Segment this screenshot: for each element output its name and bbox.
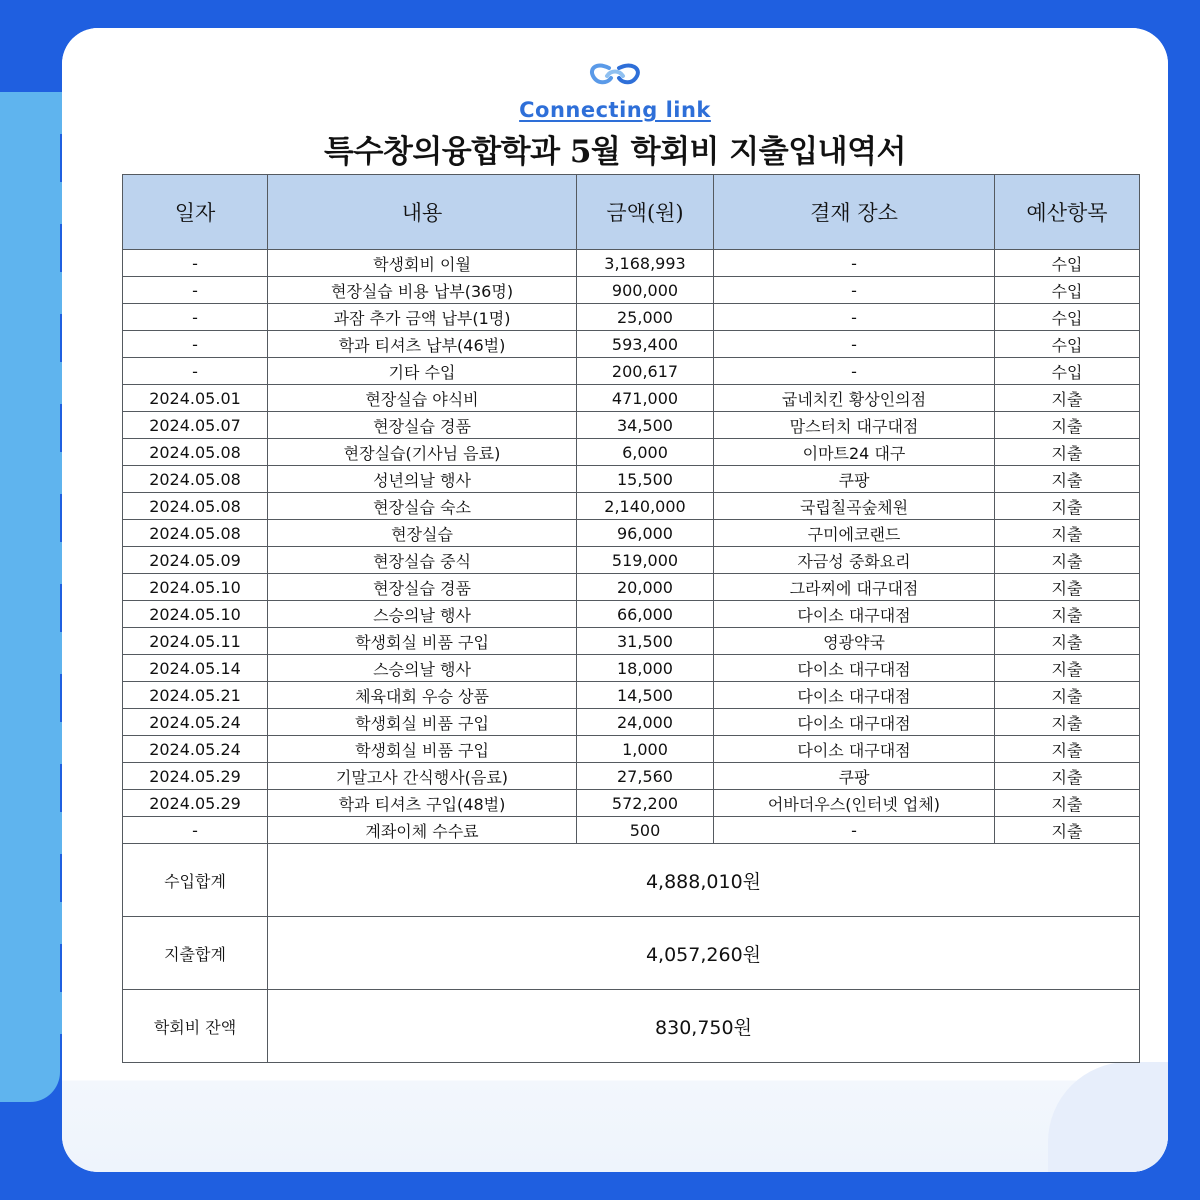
cell-category: 지출	[995, 736, 1140, 763]
table-row	[123, 547, 1140, 574]
cell-amount: 34,500	[577, 412, 714, 439]
table-row	[123, 790, 1140, 817]
table-row	[123, 385, 1140, 412]
cell-place: 쿠팡	[714, 466, 995, 493]
cell-place: 구미에코랜드	[714, 520, 995, 547]
cell-amount: 18,000	[577, 655, 714, 682]
cell-amount: 593,400	[577, 331, 714, 358]
cell-category: 지출	[995, 439, 1140, 466]
cell-date: -	[123, 331, 268, 358]
cell-category: 지출	[995, 790, 1140, 817]
table-row	[123, 574, 1140, 601]
cell-category: 지출	[995, 601, 1140, 628]
cell-category: 지출	[995, 466, 1140, 493]
cell-date: -	[123, 358, 268, 385]
cell-category: 지출	[995, 385, 1140, 412]
table-row	[123, 466, 1140, 493]
brand-logo	[62, 56, 1168, 122]
cell-amount: 15,500	[577, 466, 714, 493]
cell-description: 기말고사 간식행사(음료)	[268, 763, 577, 790]
brand-name: Connecting link	[519, 98, 711, 122]
cell-amount: 572,200	[577, 790, 714, 817]
cell-category: 지출	[995, 709, 1140, 736]
summary-label: 수입합계	[123, 844, 268, 917]
column-header-category: 예산항목	[995, 175, 1140, 250]
cell-description: 체육대회 우승 상품	[268, 682, 577, 709]
cell-category: 수입	[995, 304, 1140, 331]
column-header-desc: 내용	[268, 175, 577, 250]
cell-amount: 6,000	[577, 439, 714, 466]
cell-category: 지출	[995, 682, 1140, 709]
cell-description: 현장실습 비용 납부(36명)	[268, 277, 577, 304]
table-row	[123, 682, 1140, 709]
cell-description: 과잠 추가 금액 납부(1명)	[268, 304, 577, 331]
table-row	[123, 412, 1140, 439]
cell-category: 수입	[995, 358, 1140, 385]
cell-date: -	[123, 304, 268, 331]
table-row	[123, 736, 1140, 763]
cell-category: 지출	[995, 574, 1140, 601]
binder-strip	[0, 92, 60, 1102]
cell-place: -	[714, 304, 995, 331]
cell-amount: 200,617	[577, 358, 714, 385]
cell-date: -	[123, 277, 268, 304]
cell-description: 계좌이체 수수료	[268, 817, 577, 844]
corner-fold-decoration	[1048, 1062, 1168, 1172]
cell-place: 국립칠곡숲체원	[714, 493, 995, 520]
table-row	[123, 601, 1140, 628]
cell-place: 자금성 중화요리	[714, 547, 995, 574]
cell-place: 이마트24 대구	[714, 439, 995, 466]
summary-row	[123, 990, 1140, 1063]
cell-amount: 471,000	[577, 385, 714, 412]
table-head	[123, 175, 1140, 250]
cell-place: 다이소 대구대점	[714, 655, 995, 682]
document-card-inner	[62, 28, 1168, 1172]
ledger-table-wrap	[122, 174, 1134, 1063]
cell-amount: 96,000	[577, 520, 714, 547]
cell-date: 2024.05.10	[123, 574, 268, 601]
table-row	[123, 250, 1140, 277]
cell-amount: 2,140,000	[577, 493, 714, 520]
table-row	[123, 655, 1140, 682]
summary-label: 지출합계	[123, 917, 268, 990]
cell-description: 현장실습 중식	[268, 547, 577, 574]
cell-date: 2024.05.08	[123, 466, 268, 493]
cell-date: 2024.05.11	[123, 628, 268, 655]
summary-row	[123, 844, 1140, 917]
cell-description: 현장실습 숙소	[268, 493, 577, 520]
table-row	[123, 277, 1140, 304]
cell-description: 학생회실 비품 구입	[268, 709, 577, 736]
cell-date: 2024.05.09	[123, 547, 268, 574]
cell-category: 수입	[995, 331, 1140, 358]
document-card	[62, 28, 1168, 1172]
cell-place: 그라찌에 대구대점	[714, 574, 995, 601]
cell-amount: 24,000	[577, 709, 714, 736]
cell-category: 지출	[995, 412, 1140, 439]
cell-date: 2024.05.01	[123, 385, 268, 412]
cell-amount: 25,000	[577, 304, 714, 331]
cell-category: 지출	[995, 547, 1140, 574]
cell-place: 다이소 대구대점	[714, 736, 995, 763]
cell-description: 스승의날 행사	[268, 655, 577, 682]
cell-date: 2024.05.07	[123, 412, 268, 439]
cell-date: 2024.05.29	[123, 790, 268, 817]
cell-place: -	[714, 817, 995, 844]
summary-value: 4,888,010원	[268, 844, 1140, 917]
cell-description: 현장실습	[268, 520, 577, 547]
cell-category: 지출	[995, 817, 1140, 844]
table-row	[123, 520, 1140, 547]
cell-place: 굽네치킨 황상인의점	[714, 385, 995, 412]
cell-place: 다이소 대구대점	[714, 601, 995, 628]
column-header-place: 결재 장소	[714, 175, 995, 250]
cell-category: 지출	[995, 655, 1140, 682]
cell-category: 지출	[995, 520, 1140, 547]
column-header-date: 일자	[123, 175, 268, 250]
summary-row	[123, 917, 1140, 990]
cell-place: 다이소 대구대점	[714, 682, 995, 709]
cell-description: 현장실습 경품	[268, 574, 577, 601]
ledger-table	[122, 174, 1140, 1063]
cell-category: 지출	[995, 763, 1140, 790]
cell-category: 지출	[995, 493, 1140, 520]
cell-place: -	[714, 250, 995, 277]
cell-amount: 66,000	[577, 601, 714, 628]
table-row	[123, 817, 1140, 844]
cell-date: 2024.05.08	[123, 439, 268, 466]
cell-description: 학생회실 비품 구입	[268, 736, 577, 763]
table-row	[123, 763, 1140, 790]
cell-description: 학생회비 이월	[268, 250, 577, 277]
cell-date: -	[123, 250, 268, 277]
table-row	[123, 331, 1140, 358]
table-row	[123, 304, 1140, 331]
table-header-row	[123, 175, 1140, 250]
summary-label: 학회비 잔액	[123, 990, 268, 1063]
cell-date: 2024.05.21	[123, 682, 268, 709]
cell-place: 쿠팡	[714, 763, 995, 790]
cell-description: 학과 티셔츠 구입(48벌)	[268, 790, 577, 817]
cell-place: -	[714, 331, 995, 358]
cell-date: 2024.05.29	[123, 763, 268, 790]
cell-description: 학과 티셔츠 납부(46벌)	[268, 331, 577, 358]
cell-date: 2024.05.14	[123, 655, 268, 682]
table-row	[123, 439, 1140, 466]
cell-category: 수입	[995, 250, 1140, 277]
table-row	[123, 709, 1140, 736]
cell-amount: 31,500	[577, 628, 714, 655]
chain-link-icon	[583, 56, 647, 96]
cell-date: 2024.05.10	[123, 601, 268, 628]
cell-amount: 519,000	[577, 547, 714, 574]
cell-place: 어바더우스(인터넷 업체)	[714, 790, 995, 817]
cell-amount: 20,000	[577, 574, 714, 601]
cell-amount: 500	[577, 817, 714, 844]
table-row	[123, 493, 1140, 520]
summary-value: 4,057,260원	[268, 917, 1140, 990]
cell-date: 2024.05.08	[123, 493, 268, 520]
cell-category: 지출	[995, 628, 1140, 655]
cell-category: 수입	[995, 277, 1140, 304]
cell-amount: 3,168,993	[577, 250, 714, 277]
cell-description: 현장실습(기사님 음료)	[268, 439, 577, 466]
cell-date: -	[123, 817, 268, 844]
cell-description: 스승의날 행사	[268, 601, 577, 628]
cell-description: 현장실습 야식비	[268, 385, 577, 412]
cell-date: 2024.05.24	[123, 736, 268, 763]
table-body	[123, 250, 1140, 1063]
cell-date: 2024.05.24	[123, 709, 268, 736]
cell-place: 다이소 대구대점	[714, 709, 995, 736]
cell-description: 현장실습 경품	[268, 412, 577, 439]
cell-place: -	[714, 277, 995, 304]
column-header-amount: 금액(원)	[577, 175, 714, 250]
cell-description: 학생회실 비품 구입	[268, 628, 577, 655]
cell-amount: 900,000	[577, 277, 714, 304]
cell-place: -	[714, 358, 995, 385]
table-row	[123, 628, 1140, 655]
cell-place: 맘스터치 대구대점	[714, 412, 995, 439]
cell-description: 성년의날 행사	[268, 466, 577, 493]
cell-date: 2024.05.08	[123, 520, 268, 547]
page-title: 특수창의융합학과 5월 학회비 지출입내역서	[324, 134, 906, 170]
cell-amount: 14,500	[577, 682, 714, 709]
cell-description: 기타 수입	[268, 358, 577, 385]
cell-amount: 1,000	[577, 736, 714, 763]
cell-amount: 27,560	[577, 763, 714, 790]
cell-place: 영광약국	[714, 628, 995, 655]
table-row	[123, 358, 1140, 385]
summary-value: 830,750원	[268, 990, 1140, 1063]
